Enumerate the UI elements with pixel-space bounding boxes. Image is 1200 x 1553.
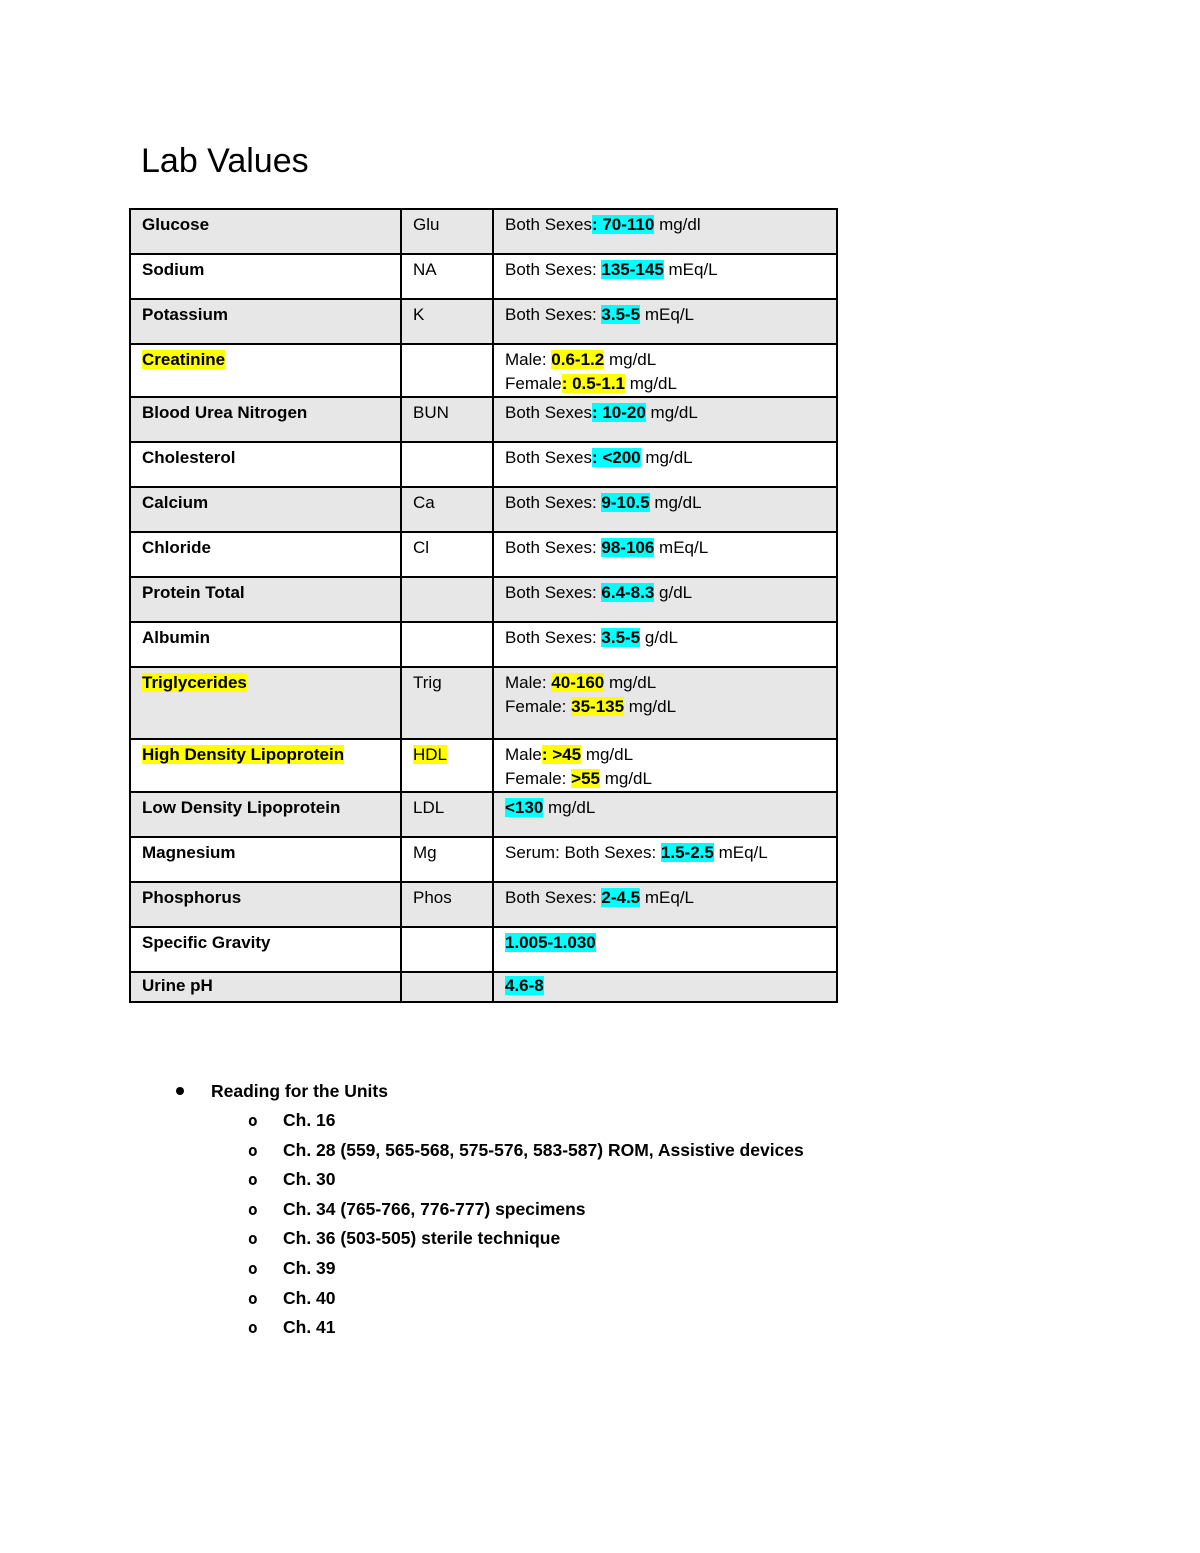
range-label: Both Sexes:	[505, 493, 602, 512]
range-unit: mg/dL	[604, 673, 657, 692]
test-name: High Density Lipoprotein	[142, 745, 345, 764]
table-row	[130, 487, 837, 532]
reference-range-cell	[493, 927, 837, 972]
test-name: Triglycerides	[142, 673, 247, 692]
range-line	[505, 258, 836, 282]
range-value: >55	[571, 769, 600, 788]
reference-range-cell	[493, 299, 837, 344]
reference-range-cell	[493, 254, 837, 299]
range-line	[505, 796, 836, 820]
reading-heading: Reading for the Units	[211, 1081, 388, 1101]
abbreviation: Glu	[413, 215, 440, 234]
range-unit: mg/dL	[624, 697, 677, 716]
reading-item-text: Ch. 34 (765-766, 776-777) specimens	[283, 1198, 586, 1219]
sub-bullet-icon: o	[248, 1140, 258, 1160]
list-item	[170, 1224, 804, 1254]
abbreviation-cell	[401, 972, 493, 1002]
table-row	[130, 442, 837, 487]
reference-range-cell	[493, 837, 837, 882]
test-name-cell	[130, 487, 401, 532]
range-label: Both Sexes	[505, 215, 592, 234]
test-name-cell	[130, 442, 401, 487]
range-value: 6.4-8.3	[601, 583, 655, 602]
reading-item-text: Ch. 30	[283, 1169, 336, 1190]
abbreviation-cell	[401, 577, 493, 622]
range-label: Both Sexes:	[505, 628, 602, 647]
test-name-cell	[130, 532, 401, 577]
abbreviation-cell	[401, 344, 493, 397]
test-name: Specific Gravity	[142, 933, 271, 952]
test-name: Low Density Lipoprotein	[142, 798, 341, 817]
reading-item-text: Ch. 36 (503-505) sterile technique	[283, 1228, 561, 1249]
range-label: Both Sexes:	[505, 260, 602, 279]
range-line	[505, 931, 836, 955]
range-line	[505, 491, 836, 515]
list-item	[170, 1284, 804, 1314]
abbreviation-cell	[401, 739, 493, 792]
reading-item-text: Ch. 40	[283, 1287, 336, 1308]
table-row	[130, 792, 837, 837]
range-unit: mg/dL	[645, 403, 698, 422]
range-value: 3.5-5	[601, 628, 641, 647]
range-label: Male:	[505, 673, 552, 692]
range-line	[505, 626, 836, 650]
range-unit: mEq/L	[663, 260, 718, 279]
sub-bullet-icon: o	[248, 1111, 258, 1130]
range-line	[505, 886, 836, 910]
sub-bullet-icon: o	[248, 1258, 258, 1278]
test-name: Potassium	[142, 305, 228, 324]
reference-range-cell	[493, 882, 837, 927]
range-value: 1.5-2.5	[660, 843, 714, 862]
table-row	[130, 882, 837, 927]
reading-item-text: Ch. 16	[283, 1110, 336, 1130]
sub-bullet-icon: o	[248, 1318, 258, 1338]
range-line	[505, 213, 836, 237]
range-value: 2-4.5	[601, 888, 641, 907]
range-line	[505, 372, 836, 396]
range-value: : >45	[541, 745, 582, 764]
range-label: Female:	[505, 697, 572, 716]
range-line	[505, 841, 836, 865]
abbreviation: HDL	[413, 745, 448, 764]
abbreviation: Phos	[413, 888, 452, 907]
abbreviation-cell	[401, 442, 493, 487]
range-line	[505, 974, 836, 998]
page-title: Lab Values	[141, 142, 309, 180]
test-name-cell	[130, 254, 401, 299]
test-name: Blood Urea Nitrogen	[142, 403, 308, 422]
range-unit: mEq/L	[640, 888, 694, 907]
test-name: Albumin	[142, 628, 210, 647]
table-row	[130, 667, 837, 739]
abbreviation-cell	[401, 837, 493, 882]
range-line	[505, 671, 836, 695]
abbreviation-cell	[401, 299, 493, 344]
test-name: Calcium	[142, 493, 209, 512]
range-unit: mEq/L	[654, 538, 709, 557]
range-unit: mEq/L	[640, 305, 694, 324]
range-unit: mg/dL	[649, 493, 702, 512]
test-name-cell	[130, 577, 401, 622]
range-value: : <200	[591, 448, 641, 467]
test-name-cell	[130, 299, 401, 344]
abbreviation-cell	[401, 792, 493, 837]
reference-range-cell	[493, 487, 837, 532]
list-item	[170, 1165, 804, 1195]
range-label: Both Sexes:	[505, 305, 602, 324]
table-row	[130, 972, 837, 1002]
range-unit: mEq/L	[713, 843, 768, 862]
table-row	[130, 622, 837, 667]
reference-range-cell	[493, 972, 837, 1002]
abbreviation: K	[413, 305, 425, 324]
range-value: 3.5-5	[601, 305, 641, 324]
test-name: Urine pH	[142, 976, 213, 995]
range-unit: mg/dL	[604, 350, 657, 369]
sub-bullet-icon: o	[248, 1170, 258, 1190]
range-value: 9-10.5	[601, 493, 650, 512]
table-row	[130, 577, 837, 622]
table-row	[130, 344, 837, 397]
test-name-cell	[130, 739, 401, 792]
list-item	[170, 1254, 804, 1284]
reading-list	[170, 1078, 804, 1343]
range-line	[505, 303, 836, 327]
range-value: 35-135	[571, 697, 625, 716]
table-row	[130, 254, 837, 299]
reference-range-cell	[493, 667, 837, 739]
table-row	[130, 837, 837, 882]
range-unit: mg/dL	[625, 374, 677, 393]
test-name: Protein Total	[142, 583, 245, 602]
range-label: Both Sexes:	[505, 538, 602, 557]
table-row	[130, 209, 837, 254]
reference-range-cell	[493, 532, 837, 577]
reference-range-cell	[493, 442, 837, 487]
abbreviation-cell	[401, 487, 493, 532]
abbreviation-cell	[401, 622, 493, 667]
list-item	[170, 1136, 804, 1166]
abbreviation-cell	[401, 209, 493, 254]
sub-bullet-icon: o	[248, 1199, 258, 1219]
range-label: Serum: Both Sexes:	[505, 843, 661, 862]
range-unit: mg/dL	[599, 769, 652, 788]
reference-range-cell	[493, 739, 837, 792]
range-unit: g/dL	[640, 628, 678, 647]
abbreviation-cell	[401, 397, 493, 442]
abbreviation: Mg	[413, 843, 437, 862]
reference-range-cell	[493, 397, 837, 442]
test-name-cell	[130, 927, 401, 972]
range-unit: mg/dL	[640, 448, 693, 467]
reference-range-cell	[493, 209, 837, 254]
test-name: Creatinine	[142, 350, 226, 369]
test-name-cell	[130, 397, 401, 442]
table-row	[130, 739, 837, 792]
test-name: Magnesium	[142, 843, 236, 862]
test-name: Chloride	[142, 538, 211, 557]
test-name: Phosphorus	[142, 888, 242, 907]
bullet-icon	[176, 1087, 184, 1095]
test-name-cell	[130, 209, 401, 254]
range-value: 135-145	[601, 260, 664, 279]
range-line	[505, 695, 836, 719]
range-label: Female	[505, 374, 562, 393]
range-value: 1.005-1.030	[505, 933, 596, 952]
range-line	[505, 743, 836, 767]
reference-range-cell	[493, 622, 837, 667]
range-label: Both Sexes:	[505, 583, 602, 602]
range-value: <130	[505, 798, 544, 817]
abbreviation-cell	[401, 254, 493, 299]
abbreviation: Cl	[413, 538, 430, 557]
range-unit: mg/dL	[581, 745, 634, 764]
reading-item-text: Ch. 28 (559, 565-568, 575-576, 583-587) ROM, Assistive devices	[283, 1139, 804, 1160]
range-line	[505, 348, 836, 372]
range-value: 40-160	[551, 673, 605, 692]
range-line	[505, 536, 836, 560]
reading-heading-item	[170, 1078, 804, 1106]
reading-item-text: Ch. 39	[283, 1257, 336, 1278]
range-label: Female:	[505, 769, 572, 788]
test-name-cell	[130, 972, 401, 1002]
abbreviation-cell	[401, 532, 493, 577]
abbreviation: Ca	[413, 493, 435, 512]
range-label: Both Sexes	[505, 448, 592, 467]
sub-bullet-icon: o	[248, 1288, 258, 1308]
test-name-cell	[130, 622, 401, 667]
range-unit: g/dL	[654, 583, 693, 602]
test-name-cell	[130, 667, 401, 739]
abbreviation: Trig	[413, 673, 442, 692]
range-value: : 0.5-1.1	[561, 374, 625, 393]
range-line	[505, 767, 836, 791]
test-name-cell	[130, 882, 401, 927]
test-name: Glucose	[142, 215, 210, 234]
reading-sublist	[170, 1106, 804, 1343]
abbreviation: BUN	[413, 403, 449, 422]
range-label: Male:	[505, 350, 552, 369]
abbreviation-cell	[401, 927, 493, 972]
abbreviation-cell	[401, 667, 493, 739]
reading-item-text: Ch. 41	[283, 1317, 336, 1338]
range-value: : 10-20	[591, 403, 646, 422]
range-value: 98-106	[601, 538, 655, 557]
range-line	[505, 401, 836, 425]
test-name: Cholesterol	[142, 448, 236, 467]
reference-range-cell	[493, 344, 837, 397]
table-row	[130, 397, 837, 442]
test-name-cell	[130, 792, 401, 837]
range-label: Both Sexes:	[505, 888, 602, 907]
list-item	[170, 1195, 804, 1225]
range-label: Male	[505, 745, 542, 764]
test-name-cell	[130, 344, 401, 397]
reference-range-cell	[493, 792, 837, 837]
reference-range-cell	[493, 577, 837, 622]
table-row	[130, 927, 837, 972]
range-label: Both Sexes	[505, 403, 592, 422]
abbreviation: LDL	[413, 798, 445, 817]
table-row	[130, 532, 837, 577]
range-line	[505, 581, 836, 605]
test-name: Sodium	[142, 260, 205, 279]
range-unit: mg/dL	[543, 798, 596, 817]
list-item	[170, 1106, 804, 1136]
lab-values-table	[129, 208, 838, 1003]
range-value: 4.6-8	[505, 976, 544, 995]
table-row	[130, 299, 837, 344]
abbreviation: NA	[413, 260, 437, 279]
range-value: 0.6-1.2	[551, 350, 605, 369]
range-unit: mg/dl	[654, 215, 701, 234]
abbreviation-cell	[401, 882, 493, 927]
list-item	[170, 1313, 804, 1343]
test-name-cell	[130, 837, 401, 882]
sub-bullet-icon: o	[248, 1229, 258, 1249]
range-line	[505, 446, 836, 470]
range-value: : 70-110	[591, 215, 655, 234]
